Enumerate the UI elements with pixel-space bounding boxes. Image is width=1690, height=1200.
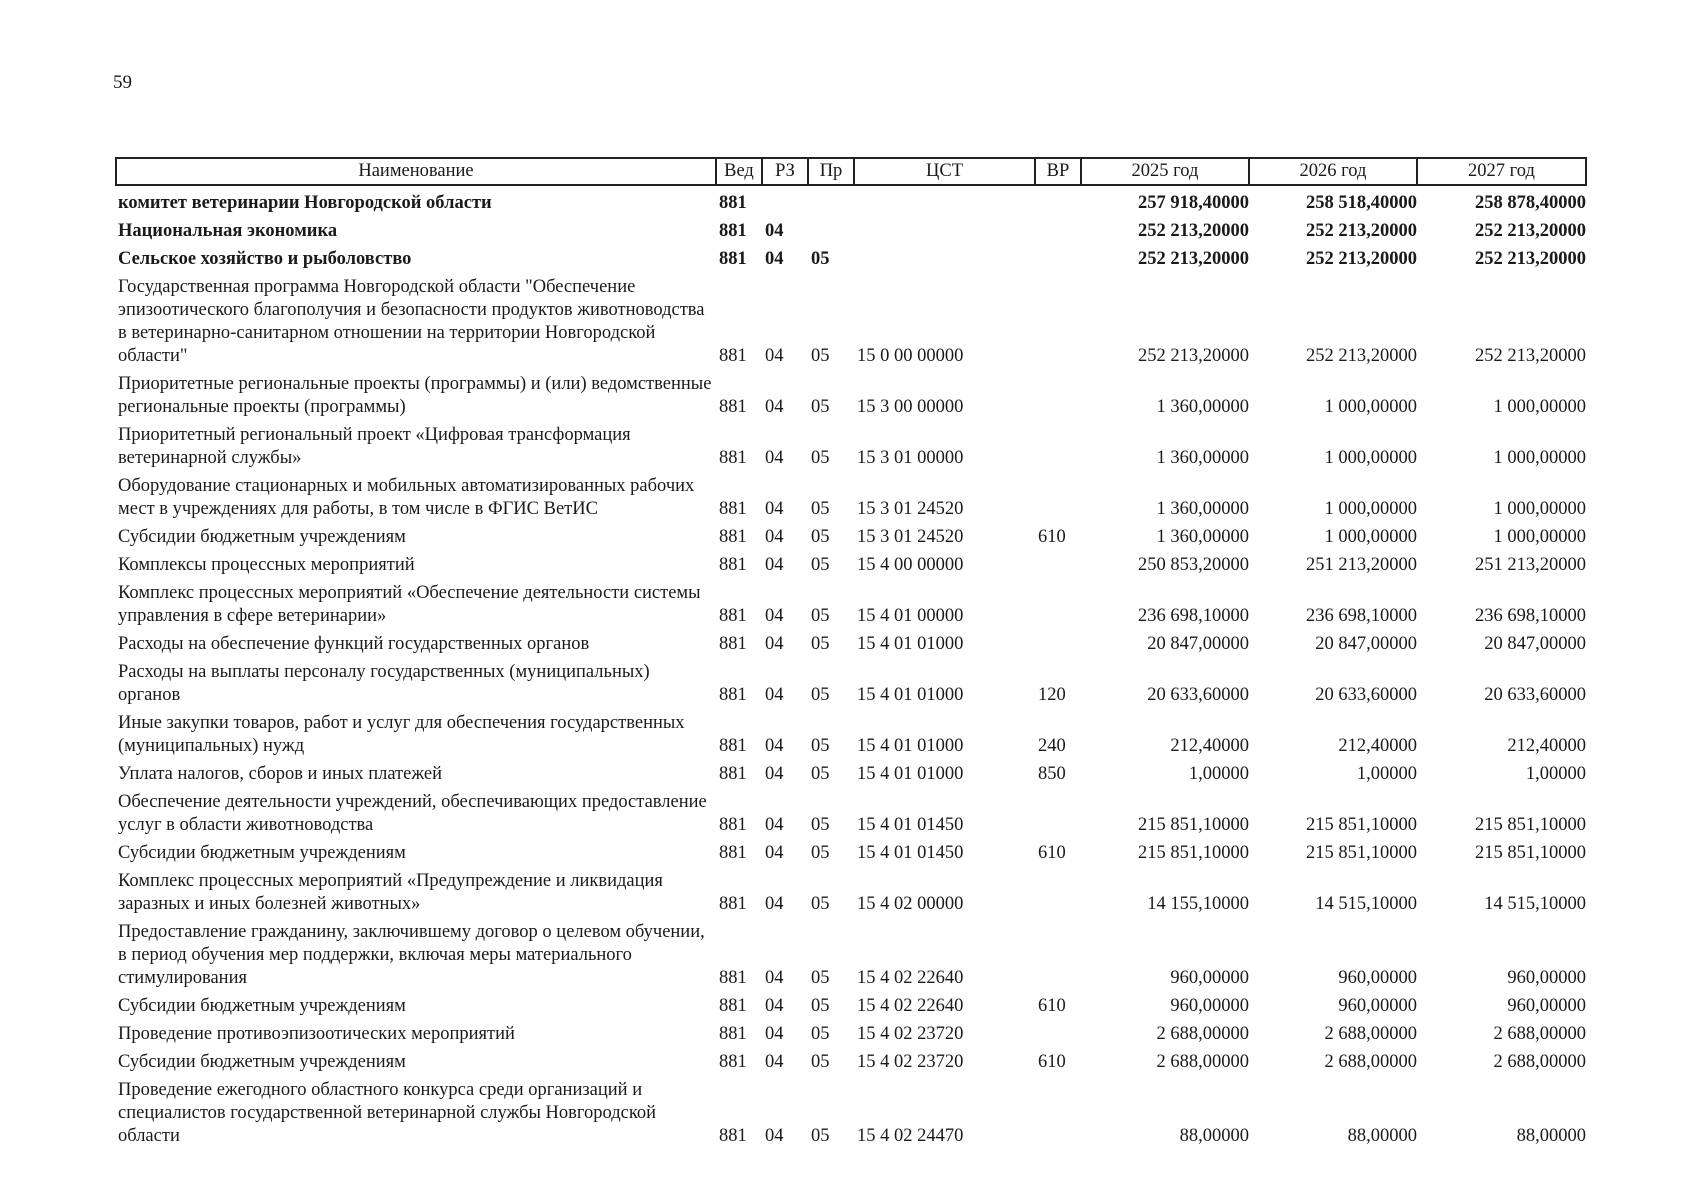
- table-row: [116, 919, 1586, 993]
- vr-cell: [1035, 631, 1081, 659]
- ved-cell: 881: [719, 685, 747, 705]
- ved-cell: 881: [719, 193, 747, 213]
- pr-cell: 05: [811, 736, 830, 756]
- pr-cell: 05: [811, 843, 830, 863]
- pr-cell: 05: [811, 448, 830, 468]
- amount-2026-cell: 215 851,10000: [1306, 843, 1417, 863]
- ved-cell: 881: [719, 221, 747, 241]
- ved-cell: 881: [719, 815, 747, 835]
- pr-cell: 05: [811, 1024, 830, 1044]
- cst-cell: 15 4 02 22640: [857, 968, 964, 988]
- name-cell: Обеспечение деятельности учреждений, обеспечивающих предоставление услуг в области животноводства: [118, 792, 707, 835]
- cst-cell: 15 4 02 24470: [857, 1126, 964, 1146]
- amount-2026-cell: 236 698,10000: [1306, 606, 1417, 626]
- table-row: [116, 274, 1586, 371]
- amount-2025-cell: 1 360,00000: [1156, 499, 1249, 519]
- table-row: [116, 580, 1586, 631]
- amount-2026-cell: 251 213,20000: [1306, 555, 1417, 575]
- amount-2026-cell: 1 000,00000: [1324, 397, 1417, 417]
- amount-2027-cell: 14 515,10000: [1484, 894, 1586, 914]
- ved-cell: 881: [719, 397, 747, 417]
- pr-cell: 05: [811, 249, 830, 269]
- cst-cell: 15 4 00 00000: [857, 555, 964, 575]
- amount-2025-cell: 20 847,00000: [1147, 634, 1249, 654]
- cst-cell: [854, 218, 1035, 246]
- amount-2027-cell: 1 000,00000: [1493, 448, 1586, 468]
- name-cell: Комплекс процессных мероприятий «Обеспечение деятельности системы управления в сфере ветеринарии»: [118, 583, 701, 626]
- pr-cell: 05: [811, 527, 830, 547]
- rz-cell: 04: [765, 1126, 784, 1146]
- amount-2025-cell: 215 851,10000: [1138, 815, 1249, 835]
- vr-cell: [1035, 552, 1081, 580]
- rz-cell: 04: [765, 1052, 784, 1072]
- rz-cell: 04: [765, 736, 784, 756]
- cst-cell: 15 3 01 24520: [857, 499, 964, 519]
- ved-cell: 881: [719, 606, 747, 626]
- amount-2026-cell: 20 847,00000: [1315, 634, 1417, 654]
- pr-cell: [808, 185, 854, 218]
- vr-cell: 610: [1038, 843, 1066, 863]
- amount-2027-cell: 1 000,00000: [1493, 527, 1586, 547]
- vr-cell: 610: [1038, 1052, 1066, 1072]
- amount-2026-cell: 1 000,00000: [1324, 499, 1417, 519]
- vr-cell: [1035, 473, 1081, 524]
- name-cell: Приоритетный региональный проект «Цифровая трансформация ветеринарной службы»: [118, 425, 631, 468]
- amount-2026-cell: 14 515,10000: [1315, 894, 1417, 914]
- header-name: Наименование: [116, 158, 716, 185]
- amount-2025-cell: 2 688,00000: [1156, 1024, 1249, 1044]
- table-body: [116, 185, 1586, 1151]
- rz-cell: 04: [765, 1024, 784, 1044]
- cst-cell: 15 4 01 01000: [857, 764, 964, 784]
- amount-2027-cell: 212,40000: [1507, 736, 1586, 756]
- name-cell: Государственная программа Новгородской области "Обеспечение эпизоотического благополучия и безопасности продуктов животноводства в ветеринарно-санитарном отношении на территории Новгородской области": [118, 277, 705, 366]
- table-row: [116, 185, 1586, 218]
- cst-cell: 15 4 01 01000: [857, 736, 964, 756]
- amount-2027-cell: 20 847,00000: [1484, 634, 1586, 654]
- amount-2027-cell: 1 000,00000: [1493, 499, 1586, 519]
- vr-cell: 240: [1038, 736, 1066, 756]
- rz-cell: 04: [765, 968, 784, 988]
- cst-cell: 15 4 01 01000: [857, 685, 964, 705]
- table-row: [116, 473, 1586, 524]
- pr-cell: 05: [811, 815, 830, 835]
- header-2025: 2025 год: [1081, 158, 1249, 185]
- ved-cell: 881: [719, 527, 747, 547]
- amount-2026-cell: 2 688,00000: [1324, 1024, 1417, 1044]
- ved-cell: 881: [719, 764, 747, 784]
- name-cell: комитет ветеринарии Новгородской области: [118, 193, 492, 213]
- table-row: [116, 524, 1586, 552]
- amount-2025-cell: 88,00000: [1179, 1126, 1249, 1146]
- ved-cell: 881: [719, 968, 747, 988]
- table-row: [116, 840, 1586, 868]
- table-row: [116, 761, 1586, 789]
- cst-cell: 15 3 01 24520: [857, 527, 964, 547]
- pr-cell: 05: [811, 634, 830, 654]
- amount-2026-cell: 252 213,20000: [1306, 346, 1417, 366]
- vr-cell: [1035, 1021, 1081, 1049]
- header-cst: ЦСТ: [854, 158, 1035, 185]
- vr-cell: 850: [1038, 764, 1066, 784]
- pr-cell: 05: [811, 764, 830, 784]
- amount-2025-cell: 1 360,00000: [1156, 397, 1249, 417]
- cst-cell: 15 0 00 00000: [857, 346, 964, 366]
- amount-2026-cell: 960,00000: [1338, 968, 1417, 988]
- ved-cell: 881: [719, 346, 747, 366]
- vr-cell: 610: [1038, 996, 1066, 1016]
- ved-cell: 881: [719, 448, 747, 468]
- header-2026: 2026 год: [1249, 158, 1417, 185]
- ved-cell: 881: [719, 1024, 747, 1044]
- vr-cell: [1035, 1077, 1081, 1151]
- pr-cell: 05: [811, 894, 830, 914]
- ved-cell: 881: [719, 996, 747, 1016]
- cst-cell: 15 4 02 22640: [857, 996, 964, 1016]
- ved-cell: 881: [719, 894, 747, 914]
- amount-2025-cell: 212,40000: [1170, 736, 1249, 756]
- name-cell: Расходы на выплаты персоналу государственных (муниципальных) органов: [118, 662, 650, 705]
- name-cell: Приоритетные региональные проекты (программы) и (или) ведомственные региональные проекты (программы): [118, 374, 712, 417]
- name-cell: Расходы на обеспечение функций государственных органов: [118, 634, 590, 654]
- amount-2027-cell: 215 851,10000: [1475, 815, 1586, 835]
- amount-2026-cell: 1,00000: [1356, 764, 1417, 784]
- rz-cell: 04: [765, 764, 784, 784]
- table-row: [116, 710, 1586, 761]
- amount-2026-cell: 960,00000: [1338, 996, 1417, 1016]
- vr-cell: [1035, 789, 1081, 840]
- ved-cell: 881: [719, 249, 747, 269]
- amount-2026-cell: 88,00000: [1347, 1126, 1417, 1146]
- cst-cell: [854, 246, 1035, 274]
- cst-cell: 15 4 02 00000: [857, 894, 964, 914]
- name-cell: Сельское хозяйство и рыболовство: [118, 249, 412, 269]
- rz-cell: 04: [765, 448, 784, 468]
- name-cell: Уплата налогов, сборов и иных платежей: [118, 764, 443, 784]
- amount-2027-cell: 251 213,20000: [1475, 555, 1586, 575]
- vr-cell: [1035, 580, 1081, 631]
- vr-cell: [1035, 185, 1081, 218]
- rz-cell: 04: [765, 346, 784, 366]
- amount-2025-cell: 1 360,00000: [1156, 527, 1249, 547]
- pr-cell: 05: [811, 1052, 830, 1072]
- pr-cell: 05: [811, 685, 830, 705]
- table-row: [116, 371, 1586, 422]
- pr-cell: 05: [811, 346, 830, 366]
- name-cell: Проведение ежегодного областного конкурса среди организаций и специалистов государственной ветеринарной службы Новгородской области: [118, 1080, 657, 1146]
- cst-cell: 15 4 01 01450: [857, 843, 964, 863]
- amount-2026-cell: 1 000,00000: [1324, 527, 1417, 547]
- vr-cell: 610: [1038, 527, 1066, 547]
- amount-2027-cell: 252 213,20000: [1475, 346, 1586, 366]
- table-row: [116, 659, 1586, 710]
- rz-cell: 04: [765, 996, 784, 1016]
- amount-2026-cell: 258 518,40000: [1306, 193, 1417, 213]
- pr-cell: 05: [811, 397, 830, 417]
- amount-2026-cell: 212,40000: [1338, 736, 1417, 756]
- table-row: [116, 1077, 1586, 1151]
- amount-2027-cell: 2 688,00000: [1493, 1024, 1586, 1044]
- name-cell: Проведение противоэпизоотических мероприятий: [118, 1024, 515, 1044]
- amount-2026-cell: 20 633,60000: [1315, 685, 1417, 705]
- rz-cell: 04: [765, 397, 784, 417]
- rz-cell: 04: [765, 527, 784, 547]
- amount-2027-cell: 1 000,00000: [1493, 397, 1586, 417]
- rz-cell: 04: [765, 843, 784, 863]
- pr-cell: [808, 218, 854, 246]
- amount-2025-cell: 960,00000: [1170, 996, 1249, 1016]
- pr-cell: 05: [811, 606, 830, 626]
- ved-cell: 881: [719, 1126, 747, 1146]
- table-row: [116, 1021, 1586, 1049]
- pr-cell: 05: [811, 968, 830, 988]
- amount-2025-cell: 1 360,00000: [1156, 448, 1249, 468]
- ved-cell: 881: [719, 736, 747, 756]
- name-cell: Национальная экономика: [118, 221, 338, 241]
- rz-cell: 04: [765, 634, 784, 654]
- amount-2027-cell: 1,00000: [1525, 764, 1586, 784]
- vr-cell: [1035, 422, 1081, 473]
- amount-2027-cell: 215 851,10000: [1475, 843, 1586, 863]
- vr-cell: [1035, 274, 1081, 371]
- vr-cell: [1035, 246, 1081, 274]
- header-vr: ВР: [1035, 158, 1081, 185]
- amount-2027-cell: 20 633,60000: [1484, 685, 1586, 705]
- name-cell: Комплекс процессных мероприятий «Предупреждение и ликвидация заразных и иных болезней животных»: [118, 871, 663, 914]
- amount-2025-cell: 252 213,20000: [1138, 221, 1249, 241]
- name-cell: Субсидии бюджетным учреждениям: [118, 843, 406, 863]
- amount-2027-cell: 960,00000: [1507, 996, 1586, 1016]
- cst-cell: 15 4 01 00000: [857, 606, 964, 626]
- header-ved: Вед: [716, 158, 762, 185]
- amount-2026-cell: 1 000,00000: [1324, 448, 1417, 468]
- name-cell: Субсидии бюджетным учреждениям: [118, 996, 406, 1016]
- table-row: [116, 993, 1586, 1021]
- rz-cell: 04: [765, 815, 784, 835]
- cst-cell: [854, 185, 1035, 218]
- name-cell: Комплексы процессных мероприятий: [118, 555, 415, 575]
- amount-2025-cell: 20 633,60000: [1147, 685, 1249, 705]
- ved-cell: 881: [719, 634, 747, 654]
- amount-2026-cell: 252 213,20000: [1306, 221, 1417, 241]
- amount-2025-cell: 2 688,00000: [1156, 1052, 1249, 1072]
- cst-cell: 15 4 02 23720: [857, 1052, 964, 1072]
- name-cell: Субсидии бюджетным учреждениям: [118, 1052, 406, 1072]
- amount-2025-cell: 250 853,20000: [1138, 555, 1249, 575]
- table-row: [116, 1049, 1586, 1077]
- table-row: [116, 868, 1586, 919]
- rz-cell: 04: [765, 894, 784, 914]
- amount-2027-cell: 258 878,40000: [1475, 193, 1586, 213]
- rz-cell: [762, 185, 808, 218]
- vr-cell: [1035, 919, 1081, 993]
- ved-cell: 881: [719, 843, 747, 863]
- cst-cell: 15 3 01 00000: [857, 448, 964, 468]
- amount-2027-cell: 2 688,00000: [1493, 1052, 1586, 1072]
- amount-2027-cell: 236 698,10000: [1475, 606, 1586, 626]
- amount-2027-cell: 960,00000: [1507, 968, 1586, 988]
- amount-2025-cell: 252 213,20000: [1138, 346, 1249, 366]
- amount-2025-cell: 257 918,40000: [1138, 193, 1249, 213]
- name-cell: Иные закупки товаров, работ и услуг для обеспечения государственных (муниципальных) нужд: [118, 713, 685, 756]
- table-row: [116, 789, 1586, 840]
- amount-2026-cell: 252 213,20000: [1306, 249, 1417, 269]
- ved-cell: 881: [719, 555, 747, 575]
- table-row: [116, 631, 1586, 659]
- table-row: [116, 218, 1586, 246]
- pr-cell: 05: [811, 1126, 830, 1146]
- name-cell: Оборудование стационарных и мобильных автоматизированных рабочих мест в учреждениях для работы, в том числе в ФГИС ВетИС: [118, 476, 695, 519]
- amount-2027-cell: 252 213,20000: [1475, 249, 1586, 269]
- pr-cell: 05: [811, 499, 830, 519]
- rz-cell: 04: [765, 555, 784, 575]
- table-row: [116, 552, 1586, 580]
- amount-2025-cell: 1,00000: [1188, 764, 1249, 784]
- budget-table: [115, 157, 1587, 1151]
- amount-2025-cell: 252 213,20000: [1138, 249, 1249, 269]
- rz-cell: 04: [765, 685, 784, 705]
- header-rz: РЗ: [762, 158, 808, 185]
- amount-2025-cell: 236 698,10000: [1138, 606, 1249, 626]
- pr-cell: 05: [811, 996, 830, 1016]
- amount-2027-cell: 88,00000: [1516, 1126, 1586, 1146]
- page-number: 59: [113, 72, 132, 93]
- header-2027: 2027 год: [1417, 158, 1586, 185]
- name-cell: Предоставление гражданину, заключившему договор о целевом обучении, в период обучения мер поддержки, включая меры материального стимулирования: [118, 922, 705, 988]
- amount-2026-cell: 215 851,10000: [1306, 815, 1417, 835]
- amount-2025-cell: 960,00000: [1170, 968, 1249, 988]
- cst-cell: 15 3 00 00000: [857, 397, 964, 417]
- rz-cell: 04: [765, 249, 784, 269]
- table-row: [116, 246, 1586, 274]
- amount-2025-cell: 215 851,10000: [1138, 843, 1249, 863]
- rz-cell: 04: [765, 606, 784, 626]
- rz-cell: 04: [765, 221, 784, 241]
- amount-2026-cell: 2 688,00000: [1324, 1052, 1417, 1072]
- vr-cell: [1035, 218, 1081, 246]
- name-cell: Субсидии бюджетным учреждениям: [118, 527, 406, 547]
- table-header-row: [116, 158, 1586, 185]
- cst-cell: 15 4 01 01450: [857, 815, 964, 835]
- vr-cell: [1035, 371, 1081, 422]
- cst-cell: 15 4 01 01000: [857, 634, 964, 654]
- header-pr: Пр: [808, 158, 854, 185]
- table-row: [116, 422, 1586, 473]
- pr-cell: 05: [811, 555, 830, 575]
- vr-cell: [1035, 868, 1081, 919]
- rz-cell: 04: [765, 499, 784, 519]
- cst-cell: 15 4 02 23720: [857, 1024, 964, 1044]
- ved-cell: 881: [719, 1052, 747, 1072]
- amount-2025-cell: 14 155,10000: [1147, 894, 1249, 914]
- vr-cell: 120: [1038, 685, 1066, 705]
- ved-cell: 881: [719, 499, 747, 519]
- amount-2027-cell: 252 213,20000: [1475, 221, 1586, 241]
